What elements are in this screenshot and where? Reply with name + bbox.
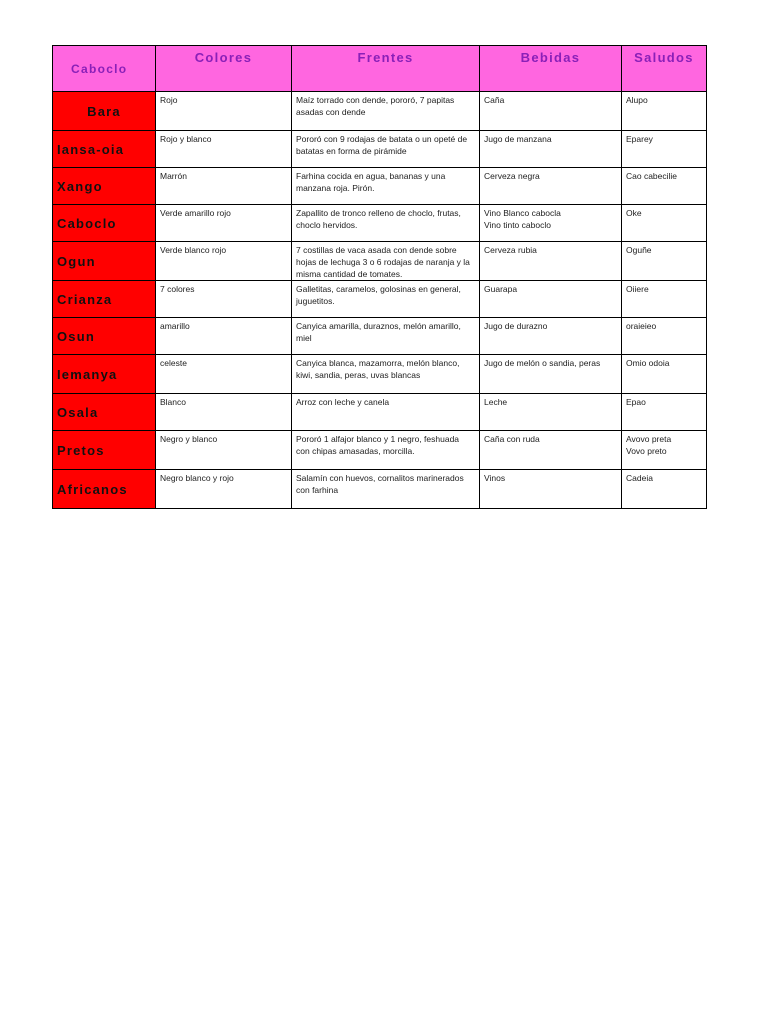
row-saludos: Oiiere [622,281,707,318]
row-name: Osala [53,394,156,431]
row-name: Africanos [53,470,156,509]
row-frentes: Canyica amarilla, duraznos, melón amarillo, miel [292,318,480,355]
row-bebidas: Cerveza negra [480,168,622,205]
row-colores: Rojo y blanco [156,131,292,168]
row-frentes: Maíz torrado con dende, pororó, 7 papitas asadas con dende [292,92,480,131]
row-colores: Verde amarillo rojo [156,205,292,242]
header-bebidas: Bebidas [480,46,622,92]
table-row [53,281,707,318]
row-name: Bara [53,92,156,131]
row-colores: Negro y blanco [156,431,292,470]
row-frentes: Galletitas, caramelos, golosinas en general, juguetitos. [292,281,480,318]
row-saludos: Cao cabecilie [622,168,707,205]
row-colores: 7 colores [156,281,292,318]
row-saludos: Cadeia [622,470,707,509]
row-bebidas: Cerveza rubia [480,242,622,281]
row-bebidas: Caña [480,92,622,131]
row-colores: Blanco [156,394,292,431]
row-name: Iemanya [53,355,156,394]
row-name: Iansa-oia [53,131,156,168]
row-frentes: Pororó con 9 rodajas de batata o un opeté de batatas en forma de pirámide [292,131,480,168]
row-bebidas: Jugo de melón o sandia, peras [480,355,622,394]
row-name: Ogun [53,242,156,281]
row-colores: amarillo [156,318,292,355]
table-row [53,470,707,509]
table-row [53,394,707,431]
row-name: Caboclo [53,205,156,242]
row-bebidas: Caña con ruda [480,431,622,470]
row-bebidas: Jugo de manzana [480,131,622,168]
row-saludos: Oguñe [622,242,707,281]
row-name: Xango [53,168,156,205]
row-colores: Negro blanco y rojo [156,470,292,509]
row-name: Pretos [53,431,156,470]
row-frentes: Canyica blanca, mazamorra, melón blanco, kiwi, sandia, peras, uvas blancas [292,355,480,394]
row-frentes: Arroz con leche y canela [292,394,480,431]
table-row [53,168,707,205]
row-name: Osun [53,318,156,355]
row-saludos: Omio odoia [622,355,707,394]
row-frentes: Pororó 1 alfajor blanco y 1 negro, feshuada con chipas amasadas, morcilla. [292,431,480,470]
row-bebidas: Vino Blanco cabocla Vino tinto caboclo [480,205,622,242]
row-saludos: Alupo [622,92,707,131]
table-row [53,318,707,355]
table-row [53,355,707,394]
offerings-table [52,45,707,509]
table-row [53,431,707,470]
table-row [53,131,707,168]
row-colores: Marrón [156,168,292,205]
row-frentes: Farhina cocida en agua, bananas y una manzana roja. Pirón. [292,168,480,205]
table-row [53,242,707,281]
row-bebidas: Guarapa [480,281,622,318]
header-colores: Colores [156,46,292,92]
row-frentes: Zapallito de tronco relleno de choclo, frutas, choclo hervidos. [292,205,480,242]
table-header-row [53,46,707,92]
row-bebidas: Jugo de durazno [480,318,622,355]
row-bebidas: Leche [480,394,622,431]
table-row [53,92,707,131]
header-frentes: Frentes [292,46,480,92]
row-saludos: oraieieo [622,318,707,355]
row-colores: Rojo [156,92,292,131]
row-saludos: Oke [622,205,707,242]
row-frentes: 7 costillas de vaca asada con dende sobre hojas de lechuga 3 o 6 rodajas de naranja y la misma cantidad de tomates. [292,242,480,281]
row-name: Crianza [53,281,156,318]
header-caboclo: Caboclo [53,46,156,92]
row-frentes: Salamín con huevos, cornalitos marinerados con farhina [292,470,480,509]
row-saludos: Eparey [622,131,707,168]
row-saludos: Avovo preta Vovo preto [622,431,707,470]
row-saludos: Epao [622,394,707,431]
row-colores: celeste [156,355,292,394]
row-bebidas: Vinos [480,470,622,509]
table-row [53,205,707,242]
header-saludos: Saludos [622,46,707,92]
row-colores: Verde blanco rojo [156,242,292,281]
